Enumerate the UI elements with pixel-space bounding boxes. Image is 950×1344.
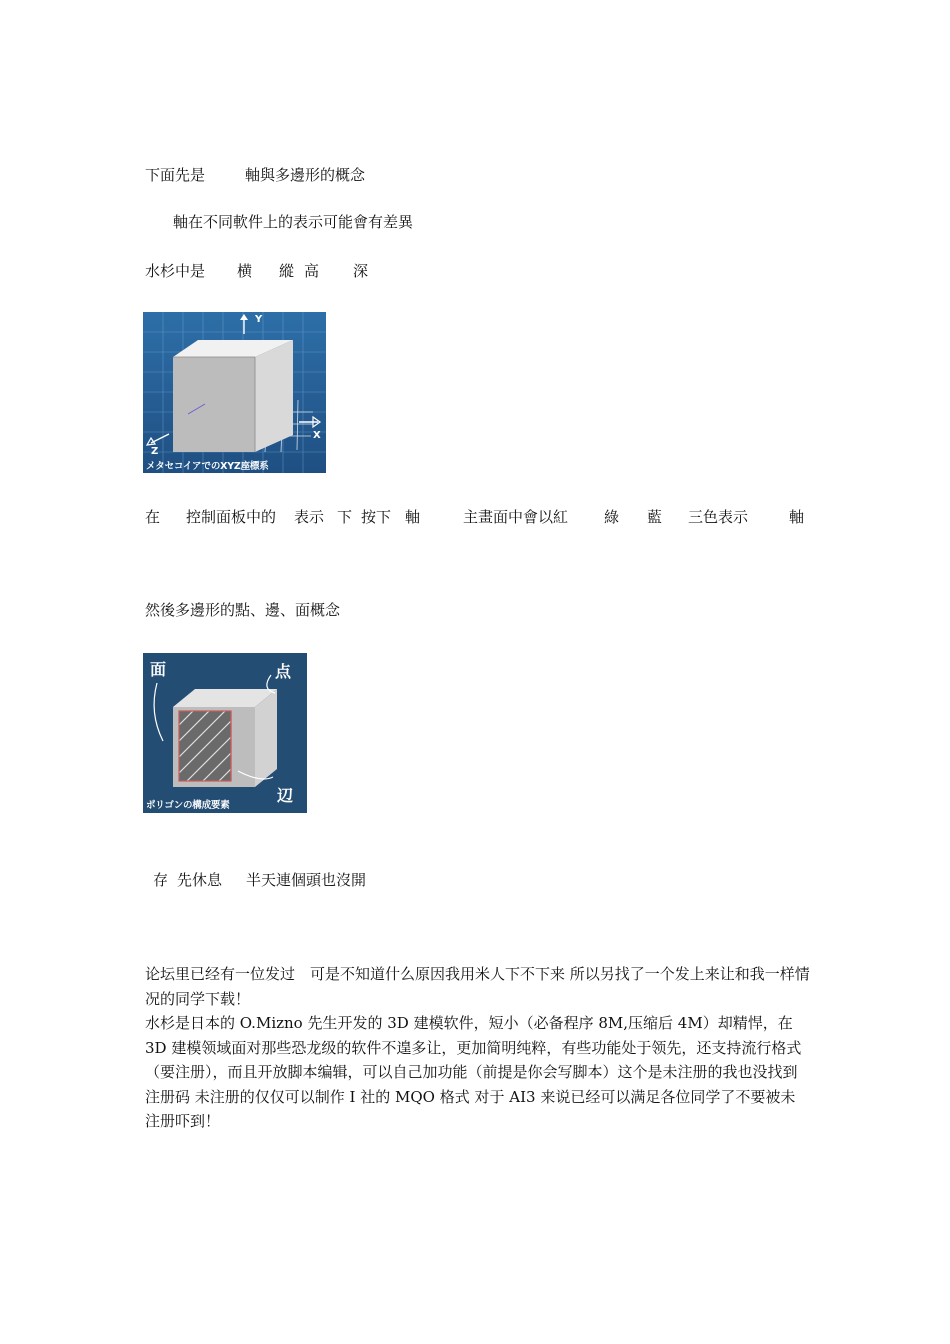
text-segment: 軸與多邊形的概念 — [245, 166, 366, 184]
text-segment: 按下 — [361, 508, 392, 526]
text-segment: 三色表示 — [688, 508, 749, 526]
text-segment: 縱 — [279, 262, 295, 280]
xyz-coordinate-figure — [143, 312, 326, 473]
text-segment: 綠 — [604, 508, 620, 526]
text-segment: 藍 — [647, 508, 663, 526]
text-segment: 在 — [145, 508, 161, 526]
text-segment: 下面先是 — [145, 166, 206, 184]
text-segment: 然後多邊形的點、邊、面概念 — [145, 601, 341, 619]
text-segment: 横 — [237, 262, 253, 280]
text-segment: 半天連個頭也沒開 — [246, 871, 367, 889]
text-segment: 水杉中是 — [145, 262, 206, 280]
text-segment: 軸 — [789, 508, 805, 526]
label-face: 面 — [150, 660, 166, 679]
axis-label-y: Y — [255, 314, 263, 325]
label-edge: 辺 — [277, 786, 293, 805]
text-segment: 軸在不同軟件上的表示可能會有差異 — [173, 213, 414, 231]
text-segment: 表示 — [294, 508, 325, 526]
text-segment: 軸 — [405, 508, 421, 526]
text-segment: 先休息 — [177, 871, 223, 889]
text-segment: 深 — [353, 262, 369, 280]
xyz-cube-illustration — [143, 312, 326, 473]
text-segment: 主畫面中會以紅 — [463, 508, 569, 526]
body-paragraphs — [145, 962, 810, 1134]
axis-label-z: Z — [151, 446, 159, 457]
paragraph: 水杉是日本的 O.Mizno 先生开发的 3D 建模软件，短小（必备程序 8M,压缩后 4M）却精悍，在 3D 建模领域面对那些恐龙级的软件不遑多让，更加简明纯粹，有些功能处于领先，还支持流行格式（要注册），而且开放脚本编辑，可以自己加功能（前提是你会写脚本）这个是未注册的我也没找到注册码 未注册的仅仅可以制作 I 社的 MQO 格式 对于 AI3 来说已经可以满足各位同学了不要被未注册吓到！ — [145, 1014, 802, 1130]
paragraph: 论坛里已经有一位发过 可是不知道什么原因我用米人下不下来 所以另找了一个发上来让和我一样情况的同学下载！ — [145, 965, 810, 1008]
figure-caption: ポリゴンの構成要素 — [146, 800, 230, 811]
polygon-components-figure — [143, 653, 307, 813]
text-segment: 存 — [153, 871, 169, 889]
label-point: 点 — [275, 662, 291, 681]
text-segment: 高 — [304, 262, 320, 280]
text-segment: 下 — [337, 508, 353, 526]
axis-label-x: X — [313, 430, 321, 441]
text-segment: 控制面板中的 — [186, 508, 277, 526]
figure-caption: メタセコイアでのXYZ座標系 — [146, 461, 269, 472]
